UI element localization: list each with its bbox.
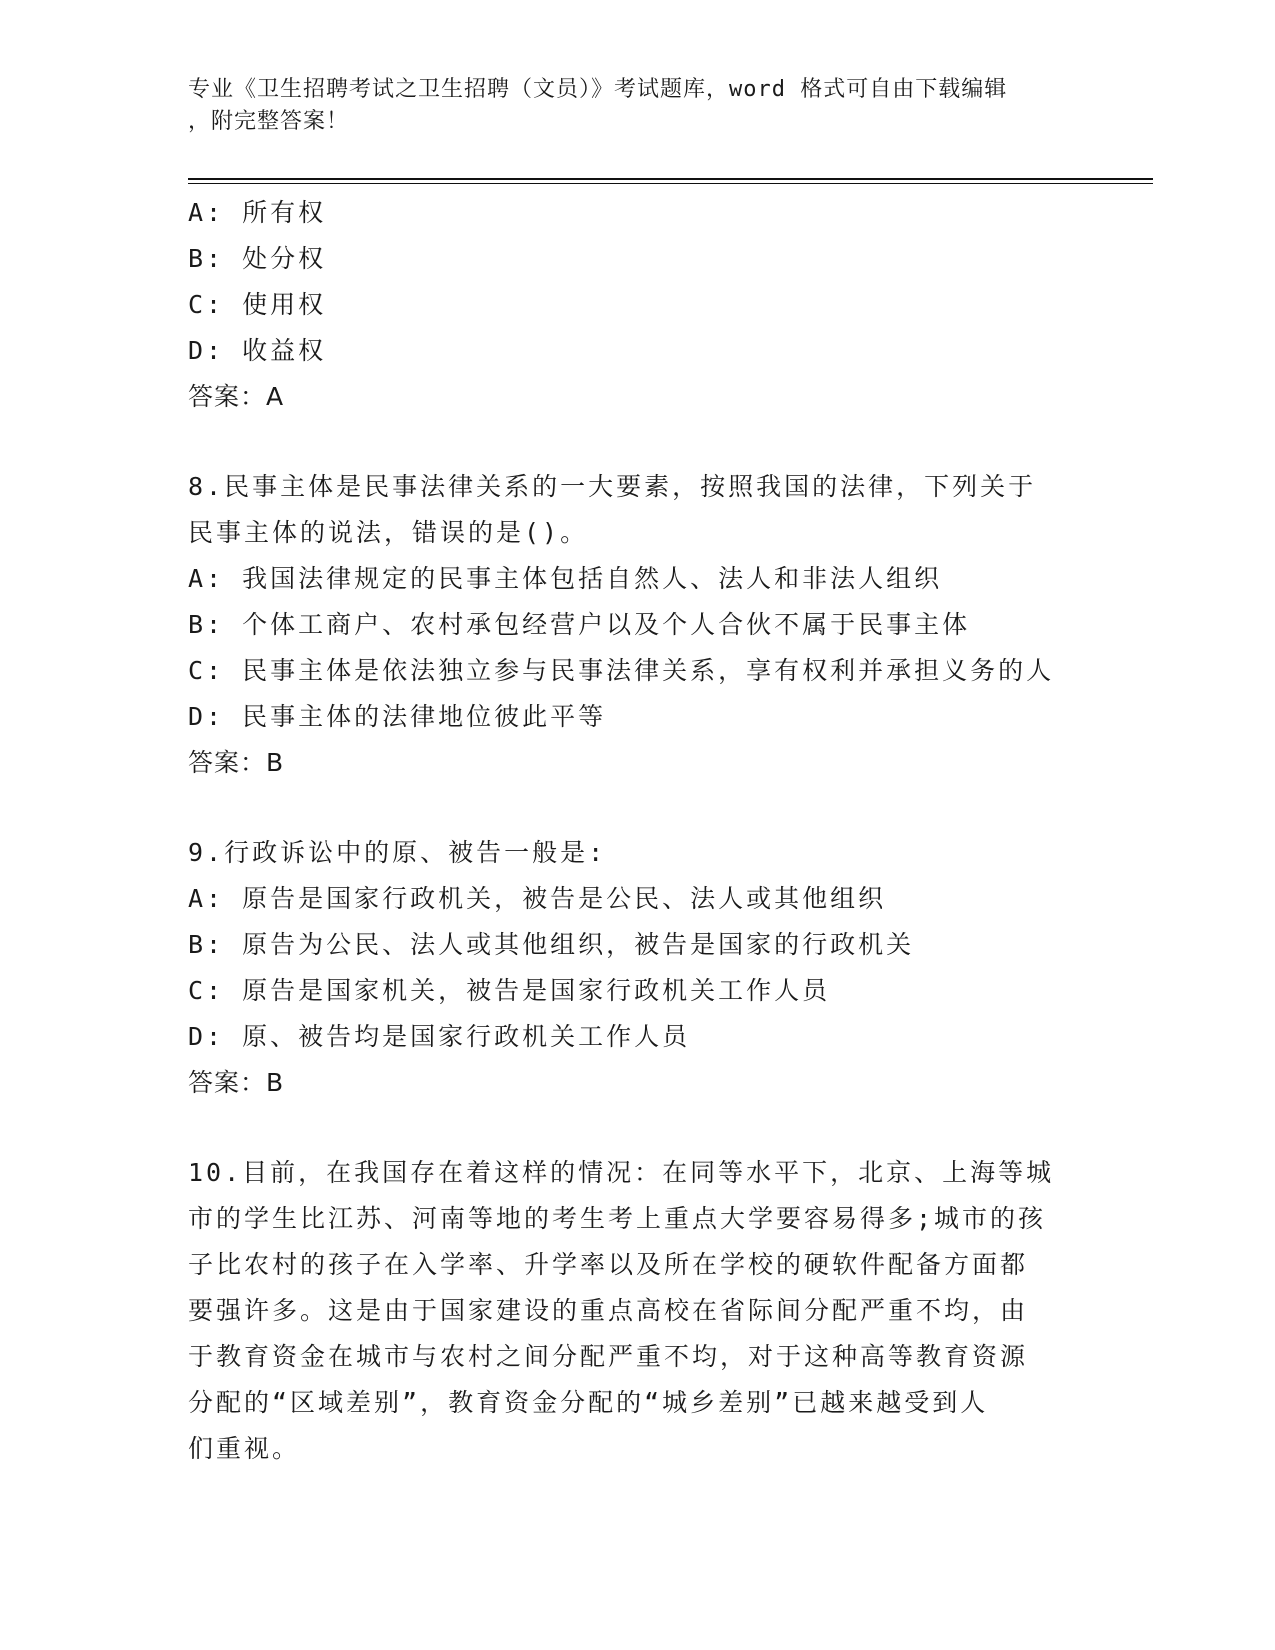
q9-option-d: D: 原、被告均是国家行政机关工作人员 bbox=[188, 1022, 691, 1051]
q7-option-b: B: 处分权 bbox=[188, 244, 327, 273]
q9-stem: 9.行政诉讼中的原、被告一般是: bbox=[188, 838, 607, 867]
q10-stem-line: 们重视。 bbox=[188, 1434, 301, 1463]
question-9 bbox=[188, 830, 1088, 1106]
spacer bbox=[188, 1106, 1088, 1150]
q9-option-c: C: 原告是国家机关，被告是国家行政机关工作人员 bbox=[188, 976, 831, 1005]
header-line-1: 专业《卫生招聘考试之卫生招聘（文员）》考试题库，word 格式可自由下载编辑 bbox=[188, 77, 1008, 102]
spacer bbox=[188, 420, 1088, 464]
q10-stem-line: 要强许多。这是由于国家建设的重点高校在省际间分配严重不均，由 bbox=[188, 1296, 1029, 1325]
q7-option-c: C: 使用权 bbox=[188, 290, 327, 319]
q8-option-b: B: 个体工商户、农村承包经营户以及个人合伙不属于民事主体 bbox=[188, 610, 971, 639]
q7-option-a: A: 所有权 bbox=[188, 198, 327, 227]
q8-answer: 答案：B bbox=[188, 748, 285, 777]
q7-option-d: D: 收益权 bbox=[188, 336, 327, 365]
question-content bbox=[188, 190, 1088, 1472]
q10-stem-line: 分配的“区域差别”，教育资金分配的“城乡差别”已越来越受到人 bbox=[188, 1388, 989, 1417]
q10-stem-line: 10.目前，在我国存在着这样的情况：在同等水平下，北京、上海等城 bbox=[188, 1158, 1055, 1187]
q10-stem-line: 子比农村的孩子在入学率、升学率以及所在学校的硬软件配备方面都 bbox=[188, 1250, 1029, 1279]
question-8 bbox=[188, 464, 1088, 786]
q8-option-a: A: 我国法律规定的民事主体包括自然人、法人和非法人组织 bbox=[188, 564, 943, 593]
q9-answer: 答案：B bbox=[188, 1068, 285, 1097]
q10-stem-line: 于教育资金在城市与农村之间分配严重不均，对于这种高等教育资源 bbox=[188, 1342, 1029, 1371]
q9-option-b: B: 原告为公民、法人或其他组织，被告是国家的行政机关 bbox=[188, 930, 915, 959]
q10-stem-line: 市的学生比江苏、河南等地的考生考上重点大学要容易得多;城市的孩 bbox=[188, 1204, 1047, 1233]
q7-answer: 答案：A bbox=[188, 382, 285, 411]
header-divider-thin bbox=[188, 183, 1153, 184]
q8-stem-line-1: 8.民事主体是民事法律关系的一大要素，按照我国的法律，下列关于 bbox=[188, 472, 1037, 501]
document-header bbox=[188, 74, 1088, 138]
q8-stem-line-2: 民事主体的说法，错误的是()。 bbox=[188, 518, 589, 547]
q8-option-d: D: 民事主体的法律地位彼此平等 bbox=[188, 702, 607, 731]
header-divider-thick bbox=[188, 178, 1153, 180]
q8-option-c: C: 民事主体是依法独立参与民事法律关系，享有权利并承担义务的人 bbox=[188, 656, 1055, 685]
question-7 bbox=[188, 190, 1088, 420]
spacer bbox=[188, 786, 1088, 830]
header-line-2: ，附完整答案！ bbox=[188, 109, 350, 134]
q9-option-a: A: 原告是国家行政机关，被告是公民、法人或其他组织 bbox=[188, 884, 887, 913]
question-10 bbox=[188, 1150, 1088, 1472]
